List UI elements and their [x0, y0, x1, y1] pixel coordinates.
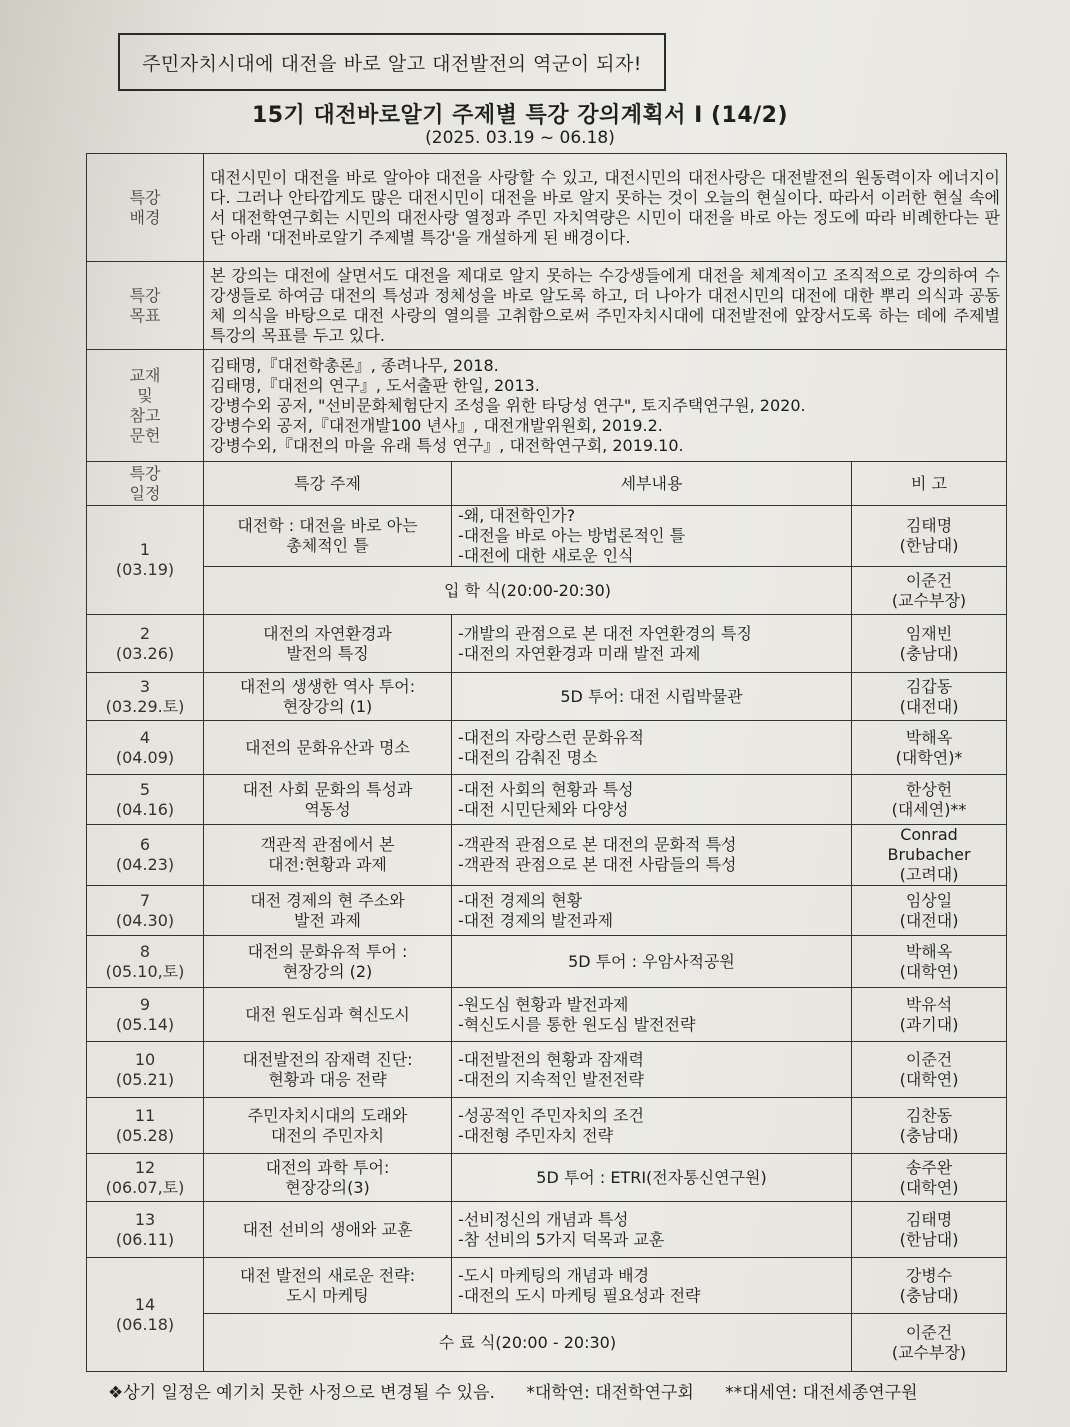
- session-detail-item: -대전 경제의 발전과제: [458, 910, 614, 930]
- session-details: [452, 1258, 852, 1314]
- session-detail-item: -대전의 자연환경과 미래 발전 과제: [458, 643, 701, 663]
- session-cell: [87, 886, 204, 936]
- session-number: 14: [134, 1294, 156, 1314]
- session-cell: [87, 1202, 204, 1258]
- session-topic: 주민자치시대의 도래와 대전의 주민자치: [204, 1098, 452, 1154]
- session-date: (04.23): [115, 855, 175, 874]
- session-topic: 대전의 문화유적 투어 : 현장강의 (2): [204, 936, 452, 988]
- session-instructor: 김갑동 (대전대): [852, 673, 1007, 721]
- session-row: [87, 615, 1007, 673]
- session-details: [452, 506, 852, 567]
- session-cell: [87, 775, 204, 825]
- session-detail-item: -대전에 대한 새로운 인식: [458, 546, 634, 565]
- opening-instructor: 이준건 (교수부장): [852, 567, 1007, 615]
- session-row: [87, 1258, 1007, 1314]
- session-instructor: 김태명 (한남대): [852, 1202, 1007, 1258]
- footnote-abbr-daehakyeon: *대학연: 대전학연구회: [526, 1383, 694, 1403]
- session-detail-item: -도시 마케팅의 개념과 배경: [458, 1265, 650, 1285]
- session-number: 13: [134, 1209, 156, 1229]
- background-text: 대전시민이 대전을 바로 알아야 대전을 사랑할 수 있고, 대전시민의 대전사랑은 대전발전의 원동력이자 에너지이다. 그러나 안타깝게도 많은 대전시민이 대전을 바로 알지 못하는 것이 오늘의 현실이다. 따라서 이러한 현실 속에서 대전학연구회는 시민의 대전사랑 열정과 주민 자치역량은 시민이 대전을 바로 아는 정도에 따라 비례한다는 판단 아래 '대전바로알기 주제별 특강'을 개설하게 된 배경이다.: [204, 154, 1007, 262]
- session-number: 3: [139, 676, 151, 696]
- session-number: 12: [134, 1157, 156, 1177]
- session-topic: 대전의 자연환경과 발전의 특징: [204, 615, 452, 673]
- session-topic: 대전 발전의 새로운 전략: 도시 마케팅: [204, 1258, 452, 1314]
- session-row: [87, 825, 1007, 886]
- session-date: (06.18): [115, 1314, 175, 1334]
- session-instructor: 강병수 (충남대): [852, 1258, 1007, 1314]
- session-detail-item: -객관적 관점으로 본 대전 사람들의 특성: [458, 855, 737, 874]
- session-row: [87, 775, 1007, 825]
- session-date: (05.28): [115, 1125, 175, 1145]
- header-topic: 특강 주제: [204, 462, 452, 506]
- footnote-abbr-daeseyeon: **대세연: 대전세종연구원: [725, 1383, 918, 1403]
- session-topic: 대전의 생생한 역사 투어: 현장강의 (1): [204, 673, 452, 721]
- session-detail-item: -대전의 도시 마케팅 필요성과 전략: [458, 1285, 701, 1305]
- header-schedule: 특강 일정: [87, 462, 204, 506]
- session-instructor: 박유석 (과기대): [852, 988, 1007, 1042]
- session-detail-item: -대전의 자랑스런 문화유적: [458, 727, 644, 747]
- session-date: (03.19): [115, 560, 175, 579]
- session-number: 8: [139, 941, 151, 961]
- session-date: (06.11): [115, 1229, 175, 1249]
- session-detail-item: -선비정신의 개념과 특성: [458, 1209, 629, 1229]
- session-date: (05.10,토): [105, 961, 185, 981]
- reference-item: 김태명,『대전학총론』, 종려나무, 2018.: [210, 355, 499, 375]
- session-detail-item: -원도심 현황과 발전과제: [458, 994, 629, 1014]
- session-cell: [87, 673, 204, 721]
- footnote-change-notice: ❖상기 일정은 예기치 못한 사정으로 변경될 수 있음.: [108, 1383, 495, 1403]
- goal-row: [87, 262, 1007, 350]
- lecture-plan-table: [86, 153, 1007, 1372]
- header-remarks: 비 고: [852, 462, 1007, 506]
- session-date: (03.29.토): [105, 696, 185, 716]
- period-subtitle: (2025. 03.19 ~ 06.18): [425, 128, 615, 148]
- page-title: 15기 대전바로알기 주제별 특강 강의계획서 I (14/2): [251, 103, 789, 128]
- session-row: [87, 1154, 1007, 1202]
- session-date: (05.21): [115, 1069, 175, 1089]
- session-instructor: 한상헌 (대세연)**: [852, 775, 1007, 825]
- reference-item: 강병수외,『대전의 마을 유래 특성 연구』, 대전학연구회, 2019.10.: [210, 435, 684, 455]
- session-instructor: Conrad Brubacher (고려대): [852, 825, 1007, 886]
- session-instructor: 송주완 (대학연): [852, 1154, 1007, 1202]
- session-topic: 객관적 관점에서 본 대전:현황과 과제: [204, 825, 452, 886]
- session-topic: 대전학 : 대전을 바로 아는 총체적인 틀: [204, 506, 452, 567]
- session-detail-item: -대전형 주민자치 전략: [458, 1125, 614, 1145]
- session-cell: [87, 988, 204, 1042]
- session-date: (04.09): [115, 747, 175, 767]
- session-instructor: 박해옥 (대학연)*: [852, 721, 1007, 775]
- session-tour: 5D 투어 : ETRI(전자통신연구원): [452, 1154, 852, 1202]
- session-details: [452, 825, 852, 886]
- session-topic: 대전발전의 잠재력 진단: 현황과 대응 전략: [204, 1042, 452, 1098]
- session-number: 9: [139, 994, 151, 1014]
- closing-ceremony-row: [87, 1314, 1007, 1372]
- session-cell: [87, 1098, 204, 1154]
- session-details: [452, 1042, 852, 1098]
- opening-ceremony: 입 학 식(20:00-20:30): [204, 567, 852, 615]
- session-instructor: 이준건 (대학연): [852, 1042, 1007, 1098]
- opening-ceremony-row: [87, 567, 1007, 615]
- session-row: [87, 721, 1007, 775]
- session-details: [452, 988, 852, 1042]
- session-detail-item: -대전의 지속적인 발전전략: [458, 1069, 644, 1089]
- session-number: 5: [139, 779, 151, 799]
- session-instructor: 박해옥 (대학연): [852, 936, 1007, 988]
- references-label: 교재 및 참고 문헌: [87, 350, 204, 462]
- session-number: 10: [134, 1049, 156, 1069]
- session-detail-item: -대전 시민단체와 다양성: [458, 799, 629, 819]
- session-instructor: 김태명 (한남대): [852, 506, 1007, 567]
- reference-item: 강병수외 공저, "선비문화체험단지 조성을 위한 타당성 연구", 토지주택연구원, 2020.: [210, 395, 806, 415]
- session-number: 4: [139, 727, 151, 747]
- session-date: (04.16): [115, 799, 175, 819]
- session-row: [87, 506, 1007, 567]
- session-date: (03.26): [115, 643, 175, 663]
- session-date: (05.14): [115, 1014, 175, 1034]
- session-topic: 대전 선비의 생애와 교훈: [204, 1202, 452, 1258]
- session-detail-item: -대전을 바로 아는 방법론적인 틀: [458, 526, 686, 545]
- session-detail-item: -대전발전의 현황과 잠재력: [458, 1049, 644, 1069]
- session-details: [452, 1202, 852, 1258]
- session-date: (06.07,토): [105, 1177, 185, 1197]
- session-row: [87, 936, 1007, 988]
- session-row: [87, 1042, 1007, 1098]
- closing-instructor: 이준건 (교수부장): [852, 1314, 1007, 1372]
- session-cell: [87, 506, 204, 615]
- session-cell: [87, 1042, 204, 1098]
- session-instructor: 김찬동 (충남대): [852, 1098, 1007, 1154]
- session-row: [87, 886, 1007, 936]
- session-detail-item: -참 선비의 5가지 덕목과 교훈: [458, 1229, 665, 1249]
- session-number: 7: [139, 890, 151, 910]
- session-cell: [87, 1154, 204, 1202]
- references-row: [87, 350, 1007, 462]
- session-number: 2: [139, 623, 151, 643]
- session-row: [87, 1202, 1007, 1258]
- session-instructor: 임상일 (대전대): [852, 886, 1007, 936]
- session-date: (04.30): [115, 910, 175, 930]
- header-details: 세부내용: [452, 462, 852, 506]
- session-details: [452, 775, 852, 825]
- session-detail-item: -객관적 관점으로 본 대전의 문화적 특성: [458, 835, 737, 854]
- reference-item: 김태명,『대전의 연구』, 도서출판 한일, 2013.: [210, 375, 540, 395]
- session-details: [452, 886, 852, 936]
- session-topic: 대전 원도심과 혁신도시: [204, 988, 452, 1042]
- session-detail-item: -개발의 관점으로 본 대전 자연환경의 특징: [458, 623, 752, 643]
- session-topic: 대전 경제의 현 주소와 발전 과제: [204, 886, 452, 936]
- session-detail-item: -대전 사회의 현황과 특성: [458, 779, 634, 799]
- session-details: [452, 615, 852, 673]
- session-instructor: 임재빈 (충남대): [852, 615, 1007, 673]
- background-row: [87, 154, 1007, 262]
- session-cell: [87, 721, 204, 775]
- reference-item: 강병수외 공저,『대전개발100 년사』, 대전개발위원회, 2019.2.: [210, 415, 663, 435]
- footnotes: [108, 1378, 1028, 1403]
- session-tour: 5D 투어: 대전 시립박물관: [452, 673, 852, 721]
- goal-label: 특강 목표: [87, 262, 204, 350]
- session-number: 6: [139, 835, 151, 854]
- session-detail-item: -성공적인 주민자치의 조건: [458, 1105, 644, 1125]
- session-topic: 대전의 문화유산과 명소: [204, 721, 452, 775]
- session-topic: 대전의 과학 투어: 현장강의(3): [204, 1154, 452, 1202]
- session-cell: [87, 1258, 204, 1372]
- session-detail-item: -대전 경제의 현황: [458, 890, 583, 910]
- session-row: [87, 673, 1007, 721]
- session-detail-item: -대전의 감춰진 명소: [458, 747, 598, 767]
- session-topic: 대전 사회 문화의 특성과 역동성: [204, 775, 452, 825]
- session-number: 1: [139, 540, 151, 559]
- closing-ceremony: 수 료 식(20:00 - 20:30): [204, 1314, 852, 1372]
- session-number: 11: [134, 1105, 156, 1125]
- session-detail-item: -왜, 대전학인가?: [458, 506, 576, 525]
- slogan-banner: 주민자치시대에 대전을 바로 알고 대전발전의 역군이 되자!: [118, 33, 666, 91]
- session-row: [87, 988, 1007, 1042]
- goal-text: 본 강의는 대전에 살면서도 대전을 제대로 알지 못하는 수강생들에게 대전을 체계적이고 조직적으로 강의하여 수강생들로 하여금 대전의 특성과 정체성을 바로 알도록 하고, 더 나아가 대전시민의 대전에 대한 뿌리 의식과 공동체 의식을 바탕으로 대전 사랑의 열의를 고취함으로써 주민자치시대에 대전발전에 앞장서도록 하는 데에 주제별 특강의 목표를 두고 있다.: [204, 262, 1007, 350]
- session-details: [452, 721, 852, 775]
- session-detail-item: -혁신도시를 통한 원도심 발전전략: [458, 1014, 696, 1034]
- schedule-header-row: [87, 462, 1007, 506]
- references-list: [204, 350, 1007, 462]
- session-cell: [87, 936, 204, 988]
- session-tour: 5D 투어 : 우암사적공원: [452, 936, 852, 988]
- session-cell: [87, 615, 204, 673]
- session-details: [452, 1098, 852, 1154]
- session-row: [87, 1098, 1007, 1154]
- session-cell: [87, 825, 204, 886]
- background-label: 특강 배경: [87, 154, 204, 262]
